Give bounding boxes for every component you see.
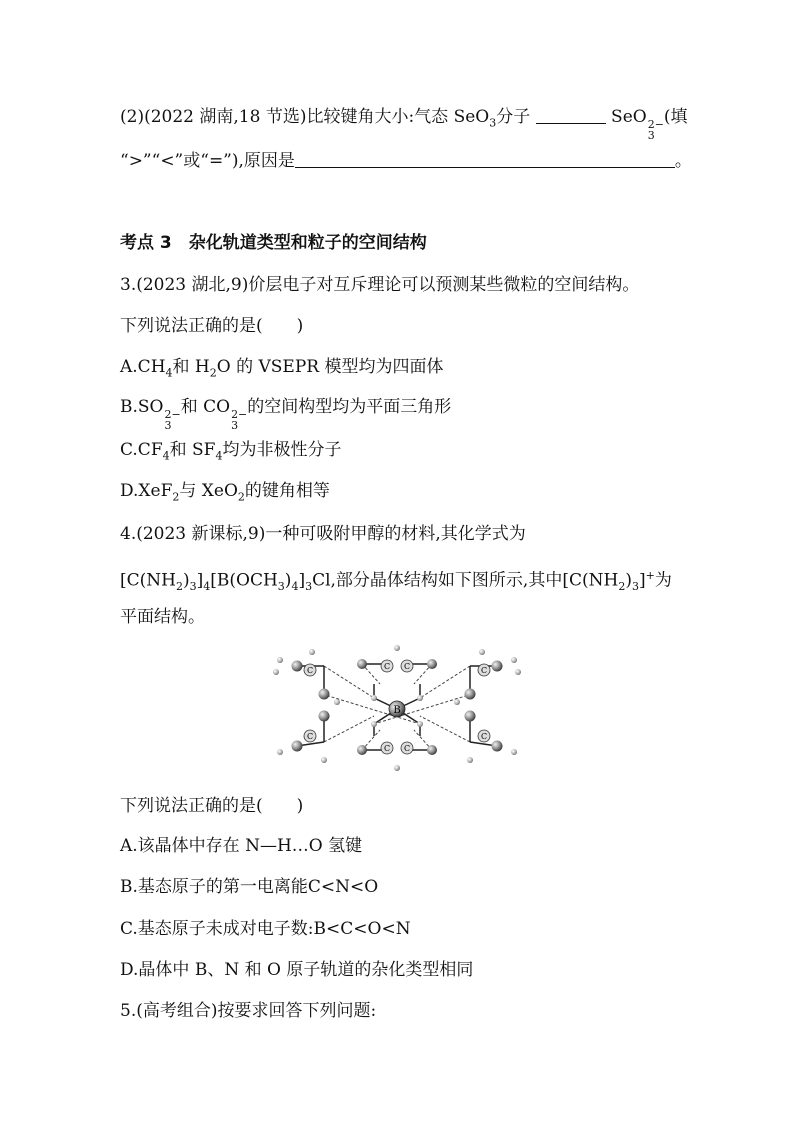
q2-after-sub: 分子	[496, 107, 531, 127]
q2-line2	[120, 150, 692, 172]
q4-stem-line1: 4.(2023 新课标,9)一种可吸附甲醇的材料,其化学式为	[120, 524, 526, 544]
q4-stem-line4: 下列说法正确的是( )	[120, 796, 304, 816]
carbon-label: C	[306, 666, 314, 675]
q4-option-d[interactable]: D.晶体中 B、N 和 O 原子轨道的杂化类型相同	[120, 960, 474, 980]
q4-f1s: 2	[175, 580, 183, 594]
carbon-label: C	[403, 744, 411, 753]
boron-atom	[389, 701, 405, 717]
answer-blank-reason[interactable]	[295, 151, 675, 168]
carbon-label: C	[403, 662, 411, 671]
boron-label: B	[393, 705, 401, 716]
q4-f2: )	[182, 570, 190, 591]
q2-sub: 3	[489, 116, 497, 130]
q2-line1	[120, 106, 688, 141]
q3-d-post: 的键角相等	[244, 481, 330, 501]
q3-b-post: 的空间构型均为平面三角形	[247, 397, 452, 417]
q2-ion-sup: 2−	[647, 118, 664, 131]
q3-option-b[interactable]	[120, 396, 451, 431]
q3-c-sub1: 4	[162, 449, 170, 463]
q5-stem: 5.(高考组合)按要求回答下列问题:	[120, 1001, 377, 1021]
q4-f7: Cl,部分晶体结构如下图所示,其中[C(NH	[312, 570, 619, 591]
q4-f6: ]	[298, 570, 306, 591]
q3-d-sub1: 2	[172, 490, 180, 504]
q3-c-post: 均为非极性分子	[222, 440, 342, 460]
q4-f5: )	[284, 570, 292, 591]
q4-option-a[interactable]: A.该晶体中存在 N—H…O 氢键	[120, 836, 363, 856]
q4-f4: [B(OCH	[210, 570, 278, 591]
q4-f9-sup: +	[645, 569, 655, 582]
q2-prefix: (2)(2022 湖南,18 节选)比较键角大小:气态 SeO	[120, 107, 490, 127]
q4-f8s: 3	[631, 580, 639, 594]
q4-f2s: 3	[189, 580, 197, 594]
q4-f3s: 4	[203, 580, 211, 594]
q3-b-charge1	[164, 409, 180, 431]
q3-b-charge2	[231, 409, 247, 431]
q4-f8: )	[625, 570, 632, 591]
q2-line2-start: “>”“<”或“=”),原因是	[120, 151, 295, 171]
q4-f5s: 4	[291, 580, 299, 594]
q3-c-pre: C.CF	[120, 440, 163, 460]
carbon-label: C	[480, 732, 488, 741]
section-heading: 考点 3 杂化轨道类型和粒子的空间结构	[120, 233, 427, 253]
q4-f7s: 2	[618, 580, 626, 594]
crystal-structure-figure	[262, 636, 532, 778]
q2-ion-base: SeO	[611, 107, 647, 127]
q3-a-mid: 和 H	[172, 357, 210, 377]
q3-option-c[interactable]	[120, 439, 341, 467]
q3-a-pre: A.CH	[120, 357, 166, 377]
q3-option-d[interactable]	[120, 480, 330, 508]
q3-stem-line2: 下列说法正确的是( )	[120, 316, 304, 336]
answer-blank-compare[interactable]	[536, 107, 606, 124]
q3-d-mid: 与 XeO	[179, 481, 238, 501]
carbon-label: C	[480, 666, 488, 675]
q3-stem-line1: 3.(2023 湖北,9)价层电子对互斥理论可以预测某些微粒的空间结构。	[120, 275, 640, 295]
q3-b-sub2: 3	[231, 419, 239, 432]
q4-option-b[interactable]: B.基态原子的第一电离能C<N<O	[120, 877, 379, 897]
q3-c-sub2: 4	[215, 449, 223, 463]
q2-ion-charge	[648, 119, 664, 141]
q2-suffix: (填	[663, 107, 688, 127]
q2-ion-sub: 3	[647, 129, 655, 142]
q4-f4s: 3	[277, 580, 285, 594]
q4-stem-line3: 平面结构。	[120, 607, 205, 627]
q3-option-a[interactable]	[120, 356, 443, 384]
q3-b-pre: B.SO	[120, 397, 164, 417]
q3-a-sub1: 4	[165, 366, 173, 380]
q3-b-sup2: 2−	[231, 408, 248, 421]
q4-f9: ]	[638, 570, 646, 591]
carbon-label: C	[306, 732, 314, 741]
carbon-label: C	[383, 662, 391, 671]
q3-c-mid: 和 SF	[169, 440, 216, 460]
q3-d-sub2: 2	[237, 490, 245, 504]
q4-option-c[interactable]: C.基态原子未成对电子数:B<C<O<N	[120, 919, 411, 939]
q4-f1: [C(NH	[120, 570, 176, 591]
q2-line2-end: 。	[674, 151, 692, 171]
q4-formula-line	[120, 565, 672, 598]
q3-d-pre: D.XeF	[120, 481, 173, 501]
q4-f6s: 3	[305, 580, 313, 594]
carbon-label: C	[383, 744, 391, 753]
q4-f10: 为	[654, 570, 672, 591]
q3-a-post: O 的 VSEPR 模型均为四面体	[216, 357, 444, 377]
q3-b-mid: 和 CO	[180, 397, 231, 417]
q3-b-sub1: 3	[164, 419, 172, 432]
q3-b-sup1: 2−	[164, 408, 181, 421]
q4-f3: ]	[196, 570, 204, 591]
q3-a-sub2: 2	[209, 366, 217, 380]
